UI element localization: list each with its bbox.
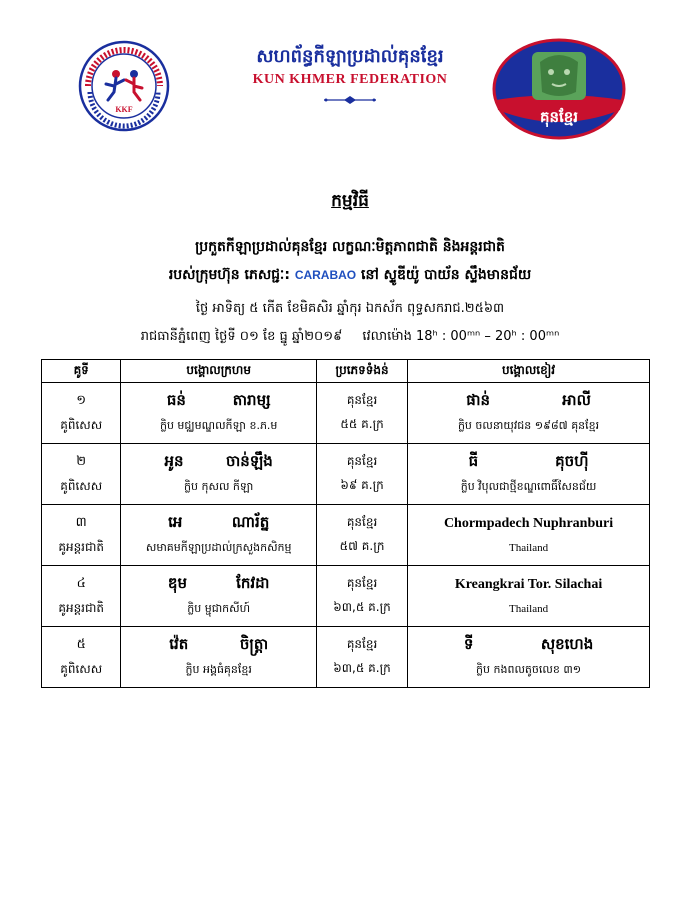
weight-value: ៥៧ គ.ក្រ	[339, 539, 385, 553]
sponsor-brand: CARABAO	[294, 268, 357, 282]
blue-corner-cell	[408, 444, 650, 505]
header-blue-corner: បង្គោលខៀវ	[408, 360, 650, 383]
bout-number: ៣	[75, 514, 87, 530]
table-row	[42, 505, 650, 566]
red-fighter-name: វ៉េត ចិត្រ្តា	[169, 635, 269, 653]
blue-fighter-country: Thailand	[508, 542, 549, 554]
blue-corner-cell	[408, 383, 650, 444]
red-fighter-name: ធន់ តារាម្ស	[166, 391, 271, 409]
red-fighter-name: អេ ណារ័ត្ន	[168, 513, 270, 531]
blue-fighter-club: ក្លិប ចលនាយុវជន ១៩៨៧ គុនខ្មែរ	[457, 419, 600, 432]
blue-fighter-name: ធី គុចហ៊ី	[468, 452, 589, 470]
red-fighter-club: ក្លិប ម្ជុជាកសីហ៍	[187, 602, 251, 615]
red-fighter-name: ឌុម កែវដា	[167, 574, 270, 592]
event-time: វេលាម៉ោង 18ʰ : 00ᵐⁿ – 20ʰ : 00ᵐⁿ	[362, 329, 560, 344]
bout-number: ២	[76, 453, 87, 469]
lunar-date: ថ្ងៃ អាទិត្យ ៥ កើត ខែមិគសិរ ឆ្នាំកុរ ឯកស័ក ពុទ្ធសករាជ.២៥៦៣	[195, 301, 505, 316]
weight-cell	[317, 505, 408, 566]
ornament-divider	[322, 95, 378, 105]
kkf-logo	[78, 40, 170, 132]
header-red-corner: បង្គោលក្រហម	[121, 360, 317, 383]
red-fighter-name: អូន ចាន់ឡឹង	[164, 452, 273, 470]
red-corner-cell	[121, 444, 317, 505]
blue-fighter-country: Thailand	[508, 603, 549, 615]
weight-cell	[317, 383, 408, 444]
red-corner-cell	[121, 566, 317, 627]
blue-corner-cell	[408, 627, 650, 688]
venue: នៅ ស្ទូឌីយ៉ូ បាយ័ន ស្ទឹងមានជ័យ	[361, 267, 532, 283]
red-fighter-club: សមាគមកីឡាប្រដាល់ក្រសួងកសិកម្ម	[145, 541, 292, 554]
bout-class: គូអន្តរជាតិ	[58, 539, 105, 554]
bout-class: គូអន្តរជាតិ	[58, 600, 105, 615]
date-time-line	[40, 328, 660, 347]
event-date: រាជធានីភ្នំពេញ ថ្ងៃទី ០១ ខែ ធ្នូ ឆ្នាំ២០១៩	[140, 329, 343, 344]
sponsor-line	[40, 265, 660, 286]
red-fighter-club: ក្លិប អង្គធំគុនខ្មែរ	[185, 663, 252, 676]
red-corner-cell	[121, 505, 317, 566]
sponsor-prefix: របស់ក្រុមហ៊ុន ភេសជ្ជៈ:	[168, 267, 290, 283]
bout-number: ៤	[76, 575, 86, 591]
weight-value: ៦៣,៥ គ.ក្រ	[333, 661, 391, 675]
program-title: កម្មវិធី	[331, 191, 369, 211]
event-description: ប្រកួតកីឡាប្រដាល់គុនខ្មែរ លក្ខណៈមិត្តភាពជាតិ និងអន្តរជាតិ	[195, 239, 505, 255]
bout-no-cell	[42, 566, 121, 627]
bout-no-cell	[42, 444, 121, 505]
weight-value: ៦៩ គ.ក្រ	[340, 478, 384, 492]
weight-cell	[317, 627, 408, 688]
blue-fighter-club: ក្លិប វិបុលជាថ្មីខណ្ឌពោធិ៍សែនជ័យ	[460, 480, 597, 493]
bout-class: គូពិសេស	[60, 417, 103, 432]
weight-type: គុនខ្មែរ	[346, 637, 378, 651]
bout-class: គូពិសេស	[60, 661, 103, 676]
weight-value: ៥៥ គ.ក្រ	[340, 417, 384, 431]
red-corner-cell	[121, 383, 317, 444]
weight-cell	[317, 444, 408, 505]
header-bout-no: គូទី	[42, 360, 121, 383]
table-row	[42, 627, 650, 688]
weight-value: ៦៣,៥ គ.ក្រ	[333, 600, 391, 614]
blue-fighter-name: ផាន់ អាលី	[466, 391, 591, 409]
weight-cell	[317, 566, 408, 627]
bout-class: គូពិសេស	[60, 478, 103, 493]
weight-type: គុនខ្មែរ	[346, 454, 378, 468]
table-row	[42, 566, 650, 627]
org-name-khmer: សហព័ន្ធកីឡាប្រដាល់គុនខ្មែរ	[256, 46, 444, 67]
blue-fighter-club: ក្លិប កងពលតូចលេខ ៣១	[476, 663, 582, 676]
header-weight-class: ប្រភេទទំងន់	[317, 360, 408, 383]
table-row	[42, 444, 650, 505]
table-header-row	[42, 360, 650, 383]
bout-no-cell	[42, 627, 121, 688]
weight-type: គុនខ្មែរ	[346, 393, 378, 407]
blue-fighter-name: Chormpadech Nuphranburi	[443, 516, 614, 531]
red-fighter-club: ក្លិប មជ្ឈមណ្ឌលកីឡា ខ.ភ.ម	[159, 419, 278, 432]
blue-corner-cell	[408, 505, 650, 566]
bout-no-cell	[42, 383, 121, 444]
red-corner-cell	[121, 627, 317, 688]
org-name-english: KUN KHMER FEDERATION	[252, 72, 448, 87]
blue-fighter-name: Kreangkrai Tor. Silachai	[454, 577, 603, 592]
weight-type: គុនខ្មែរ	[346, 515, 378, 529]
bout-table	[41, 359, 650, 688]
table-row	[42, 383, 650, 444]
blue-fighter-name: ទី សុខហេង	[463, 635, 594, 653]
bout-number: ១	[76, 392, 87, 408]
blue-corner-cell	[408, 566, 650, 627]
kkf-logo-initials: KKF	[115, 105, 133, 114]
bout-number: ៥	[76, 636, 86, 652]
emblem-text: គុនខ្មែរ	[539, 108, 579, 126]
red-fighter-club: ក្លិប កុសល កីឡា	[184, 480, 254, 493]
weight-type: គុនខ្មែរ	[346, 576, 378, 590]
bout-no-cell	[42, 505, 121, 566]
kun-khmer-emblem	[492, 38, 626, 140]
